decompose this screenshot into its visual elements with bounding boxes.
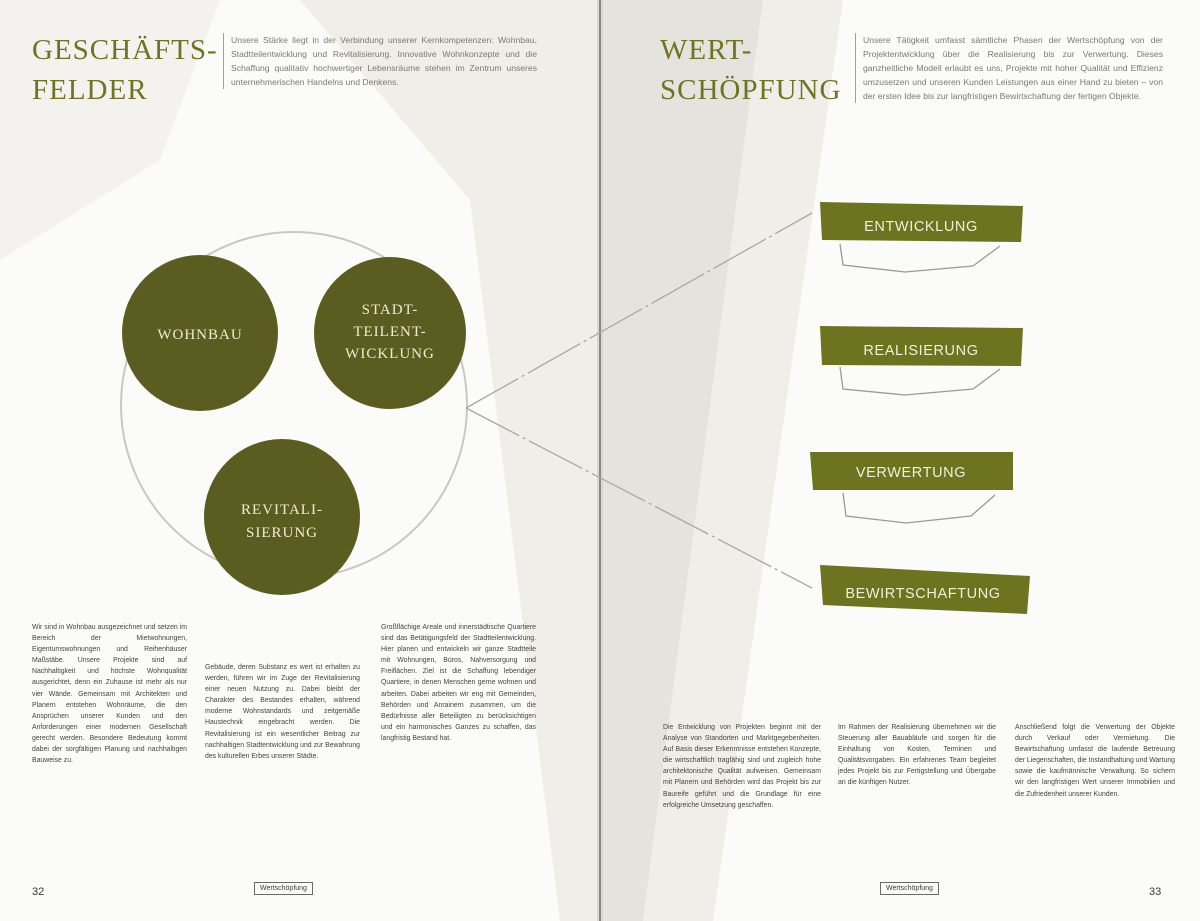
body-column-2: Im Rahmen der Realisierung übernehmen wir die Steuerung aller Bauabläufe und sorgen für die Einhaltung von Kosten, Terminen und Qualitätsvorgaben. Ein erfahrenes Team begleitet jedes Projekt bis zur Fertigstellung und Übergabe an die künftigen Nutzer.	[838, 724, 996, 787]
body-column-1: Wir sind in Wohnbau ausgezeichnet und setzen im Bereich der Mietwohnungen, Eigentumswohnungen und Reihenhäuser Maßstäbe. Unsere Projekte sind auf Nachhaltigkeit und höchste Wohnqualität ausgerichtet, denn ein Zuhause ist mehr als nur vier Wände. Gemeinsam mit Architekten und Planern entstehen Wohnräume, die den Ansprüchen unserer Kunden und den Anforderungen einer modernen Gesellschaft gerecht werden. Besondere Bedeutung kommt dabei der sorgfältigen Planung und nachhaltigen Bauweise zu.	[32, 624, 187, 765]
page-number: 32	[32, 886, 45, 898]
banner-verwertung-label: VERWERTUNG	[855, 465, 967, 481]
page-title: WERT- SCHÖPFUNG	[660, 34, 842, 106]
banner-entwicklung-label: ENTWICKLUNG	[864, 219, 978, 235]
intro-paragraph: Unsere Stärke liegt in der Verbindung unserer Kernkompetenzen: Wohnbau, Stadtteilentwicklung und Revitalisierung. Innovative Wohnkonzepte und die Schaffung qualitativ hochwertiger Lebensräume stehen im Zentrum unseres unternehmerischen Handelns und Denkens.	[223, 33, 537, 89]
footer-label: Wertschöpfung	[880, 882, 939, 895]
footer-label: Wertschöpfung	[254, 882, 313, 895]
spine-line	[599, 0, 601, 921]
label-wohnbau: WOHNBAU	[157, 327, 243, 343]
body-column-1: Die Entwicklung von Projekten beginnt mit der Analyse von Standorten und Marktgegebenheiten. Auf Basis dieser Erkenntnisse entstehen Konzepte, die wirtschaftlich tragfähig sind und zugleich hohe architektonische Qualität aufweisen. Gemeinsam mit Planern und Behörden wird das Projekt bis zur Baureife geführt und die Grundlage für eine erfolgreiche Umsetzung geschaffen.	[663, 724, 821, 809]
banner-realisierung-label: REALISIERUNG	[863, 343, 979, 359]
page-number: 33	[1149, 886, 1162, 898]
body-column-3: Großflächige Areale und innerstädtische Quartiere sind das Betätigungsfeld der Stadtteilentwicklung. Hier planen und entwickeln wir ganze Stadtteile mit Wohnungen, Büros, Nahversorgung und Freiflächen. Ziel ist die Schaffung lebendiger Quartiere, in denen Menschen gerne wohnen und arbeiten. Dabei arbeiten wir eng mit Gemeinden, Behörden und Anrainern zusammen, um die Bedürfnisse aller Beteiligten zu berücksichtigen und ein harmonisches Ganzes zu schaffen, das langfristig Bestand hat.	[381, 624, 536, 742]
label-stadt-line1: STADT-	[361, 302, 419, 318]
banner-realisierung-outline	[840, 367, 1000, 395]
business-fields-diagram	[0, 0, 597, 921]
left-page	[0, 0, 597, 921]
right-page	[603, 0, 1200, 921]
banner-bewirtschaftung-label: BEWIRTSCHAFTUNG	[845, 586, 1001, 602]
body-column-2: Gebäude, deren Substanz es wert ist erhalten zu werden, führen wir im Zuge der Revitalisierung einer neuen Nutzung zu. Dabei bleibt der Charakter des Bestandes erhalten, während moderne Wohnstandards und zeitgemäße Haustechnik eingebracht werden. Die Revitalisierung ist ein wesentlicher Beitrag zur nachhaltigen Stadtentwicklung und zur Bewahrung des kulturellen Erbes unserer Städte.	[205, 664, 360, 760]
label-revital-line2: SIERUNG	[245, 525, 319, 541]
page-title: GESCHÄFTS- FELDER	[32, 34, 218, 106]
label-stadt-line2: TEILENT-	[353, 324, 427, 340]
banner-entwicklung-outline	[840, 244, 1000, 272]
intro-paragraph: Unsere Tätigkeit umfasst sämtliche Phasen der Wertschöpfung von der Projektentwicklung über die Realisierung bis zur Verwertung. Dieses ganzheitliche Modell erlaubt es uns, Projekte mit hoher Qualität und Effizienz umzusetzen und unseren Kunden Leistungen aus einer Hand zu bieten – von der ersten Idee bis zur langfristigen Bewirtschaftung der fertigen Objekte.	[855, 33, 1163, 103]
label-stadt-line3: WICKLUNG	[345, 346, 435, 362]
banner-verwertung-outline	[843, 493, 995, 523]
label-revital-line1: REVITALI-	[241, 502, 323, 518]
body-column-3: Anschließend folgt die Verwertung der Objekte durch Verkauf oder Vermietung. Die Bewirtschaftung umfasst die laufende Betreuung der Liegenschaften, die Instandhaltung und Wartung sowie die kaufmännische Verwaltung. So sichern wir den langfristigen Wert unserer Immobilien und die Zufriedenheit unserer Kunden.	[1015, 724, 1175, 798]
